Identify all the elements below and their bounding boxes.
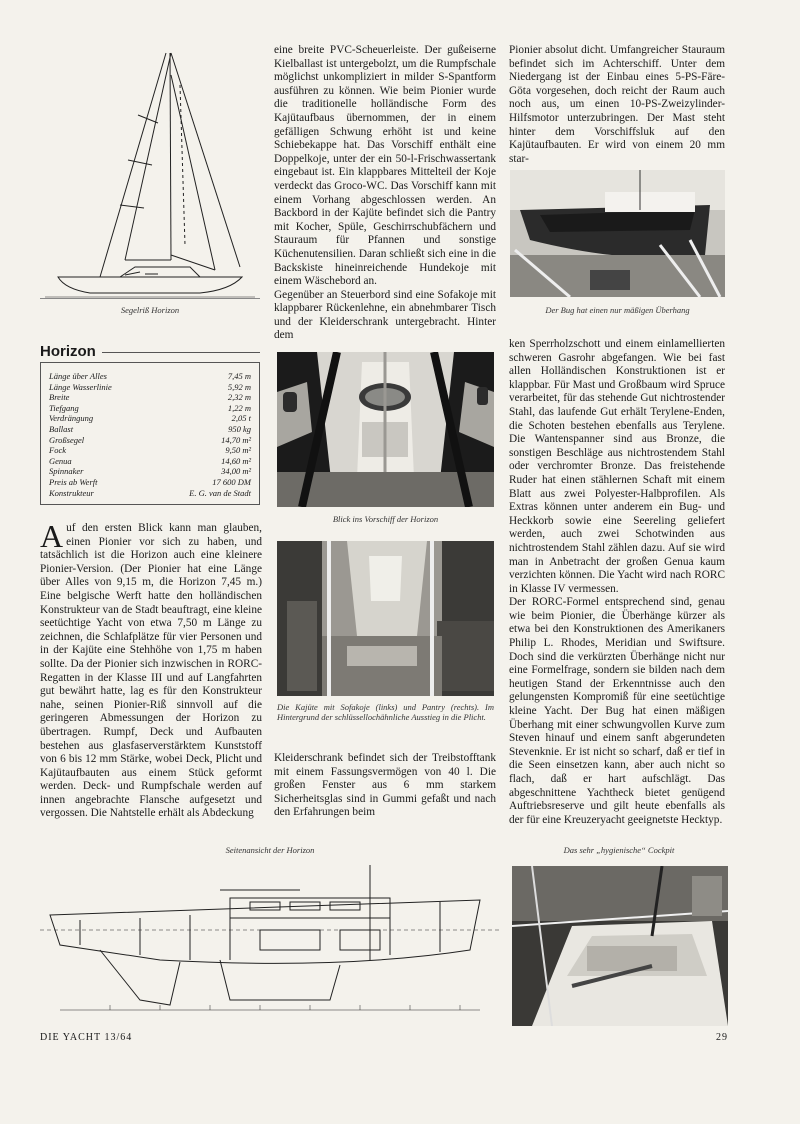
footer-page-number: 29 [716,1032,728,1043]
spec-label: Länge über Alles [49,371,107,381]
photo-bow-caption: Der Bug hat einen nur mäßigen Überhang [545,305,690,315]
photo-cockpit [512,866,728,1026]
column-1-body: uf den ersten Blick kann man glauben, einen Pionier vor sich zu haben, und tatsächlich ist die Horizon auch eine kleinere Pionier-Version. (Der Pionier hat eine Länge über Alles von 9,15 m, die Horizon 7,45 m.) Eine belgische Werft hatte den holländischen Konstrukteur van de Stadt beauftragt, eine kleine seetüchtige Yacht von etwa 7,50 m Länge zu zeichnen, die Schlafplätze für vier Personen und in der Kajüte eine Stehhöhe von 1,75 m haben sollte. Da der Pionier sich inzwischen in RORC-Regatten in der Klasse III und auf Langfahrten gut bewährt hatte, lag es für den Konstrukteur nahe, seinen Pionier-Riß sinnvoll auf die geringeren Abmessungen der Horizon zu übertragen. Rumpf, Deck und Aufbauten bestehen aus glasfaserverstärktem Kunststoff von 6 bis 12 mm Stärke, wobei Deck, Plicht und Kajütaufbauten aus einem Stück geformt werden. Deck- und Rumpfschale werden auf innen angebrachte Flansche aufgesetzt und vergossen. Die Nahtstelle erhält als Abdeckung [40,522,262,820]
spec-table [40,343,260,505]
spec-value: 2,32 m [227,392,251,403]
sail-plan-drawing [40,45,260,300]
spec-value: E. G. van de Stadt [189,487,251,498]
spec-label: Spinnaker [49,466,84,477]
photo-forward-cabin [277,352,494,507]
spec-row [49,382,251,393]
spec-row [49,456,251,467]
footer-publication: DIE YACHT 13/64 [40,1032,133,1043]
spec-value: 34,00 m² [221,466,251,477]
article-column-2-top [274,44,496,343]
spec-row [49,477,251,488]
spec-row [49,466,251,477]
column-3-paragraph-2: ken Sperrholzschott und einem einlamellierten schweren Gasrohr abgefangen. Wie bei fast allen Holländischen Konstruktionen ist er klappbar. Für Mast und Großbaum wird Spruce verarbeitet, für das stehende Gut nichtrostender Stahl, das laufende Gut erhält Terylene-Enden, die Schoten bestehen ebenfalls aus Terylene. Die Wantenspanner sind aus Bronze, die sonstigen Beschläge aus nichtrostendem Stahl oder verchromter Bronze. Das freistehende Ruder hat einen stählernen Schaft mit einem Blatt aus zwei Polyester-Halbprofilen. Als Extras können unter anderem ein Bug- und Heckkorb sowie eine Seereling geliefert werden, auch zwei Schotwinden aus nichtrostendem Stahl zählen dazu. Auf sie wird man in Anbetracht der großen Genua kaum verzichten können. Die Yacht wird nach RORC in Klasse IV vermessen. [509,338,725,595]
spec-row [49,403,251,414]
spec-value: 14,60 m² [221,455,251,466]
sail-plan-caption: Segelriß Horizon [120,305,180,315]
spec-label: Preis ab Werft [49,476,98,487]
caption-rule [40,298,260,299]
spec-header [40,343,260,360]
spec-value: 2,05 t [231,413,251,424]
spec-title-rule [102,352,260,353]
side-view-drawing [40,860,500,1020]
spec-label: Genua [49,455,72,466]
photo-cabin [277,541,494,696]
spec-row [49,424,251,435]
article-column-2-bottom [274,752,496,820]
spec-label: Breite [49,392,70,403]
spec-value: 5,92 m [227,381,251,392]
spec-row [49,435,251,446]
sideview-caption: Seitenansicht der Horizon [225,845,315,855]
photo-bow [510,170,725,297]
drop-cap: A [40,518,64,554]
spec-label: Länge Wasserlinie [49,381,112,392]
column-3-paragraph-3: Der RORC-Formel entsprechend sind, genau wie beim Pionier, die Überhänge kürzer als etwa bei den Konstruktionen des Amerikaners Philip L. Rhodes, Meridian und Swiftsure. Doch sind die verkürzten Überhänge nicht nur eine Formelfrage, sondern sie bilden nach dem heutigen Stand der Erkenntnisse auch den gelungensten Kompromiß für eine seetüchtige kleine Yacht. Der Bug hat einen mäßigen Überhang mit einer schwungvollen Kurve zum Steven hinauf und einem sanft abgerundeten Stevenknie. Er ist nicht so scharf, daß er tief in die Seen einsetzen kann, aber auch nicht so flach, daß er hart aufschlägt. Das abgeschnittene Yachtheck bietet genügend Auftriebsreserve und gilt heute ebenfalls als der für eine Kreuzeryacht geeignetste Hecktyp. [509,596,725,826]
spec-rows [40,362,260,505]
spec-value: 17 600 DM [212,476,251,487]
spec-value: 7,45 m [227,371,251,381]
spec-label: Konstrukteur [49,487,94,498]
spec-value: 14,70 m² [221,434,251,445]
spec-title: Horizon [40,343,96,360]
spec-value: 9,50 m² [225,445,251,456]
spec-label: Großsegel [49,434,85,445]
spec-row [49,413,251,424]
spec-row [49,445,251,456]
spec-row [49,371,251,382]
article-column-1 [40,518,262,821]
spec-row [49,392,251,403]
spec-label: Tiefgang [49,402,79,413]
article-column-3-bottom [509,338,725,827]
photo-forward-caption: Blick ins Vorschiff der Horizon [332,514,439,524]
spec-label: Fock [49,445,66,456]
column-2-paragraph-1: eine breite PVC-Scheuerleiste. Der gußeiserne Kielballast ist untergebolzt, um die Rumpfschale möglichst unkompliziert in milder S-Spantform ausführen zu können. Wie beim Pionier wurde die traditionelle holländische Form des Kajütaufbaus übernommen, der in einem gefälligen Schwung erhöht ist und keine Schiebekappe hat. Das Vorschiff enthält eine Doppelkoje, unter der ein 50-l-Frischwassertank eingebaut ist. Ein klappbares Mittelteil der Koje verdeckt das Groco-WC. Das Vorschiff kann mit einem Vorhang abgeschlossen werden. An Backbord in der Kajüte befindet sich die Pantry mit Kocher, Spüle, Geschirrschubfächern und Stauraum für Pfannen und sonstige Küchenutensilien. Daran schließt sich eine in die Backskiste hineinreichende Hundekoje mit einem Wäschebord an. [274,44,496,288]
spec-label: Ballast [49,423,74,434]
column-2-bottom-paragraph: Kleiderschrank befindet sich der Treibstofftank mit einem Fassungsvermögen von 40 l. Die großen Fenster aus 6 mm starkem Sicherheitsglas sind in Gummi gefaßt und nach den Erfahrungen beim [274,752,496,819]
column-2-paragraph-2: Gegenüber an Steuerbord sind eine Sofakoje mit klappbarer Rückenlehne, ein abnehmbarer Tisch und der Kleiderschrank untergebracht. Hinter dem [274,288,496,342]
article-column-3-top [509,44,725,166]
spec-row [49,488,251,499]
spec-value: 950 kg [228,423,251,434]
photo-cabin-caption: Die Kajüte mit Sofakoje (links) und Pantry (rechts). Im Hintergrund der schlüssellochähnliche Ausstieg in die Plicht. [277,702,494,722]
column-3-paragraph-1: Pionier absolut dicht. Umfangreicher Stauraum befindet sich im Achterschiff. Unter dem Niedergang ist der Einbau eines 5-PS-Färe-Göta vorgesehen, doch reicht der Raum auch noch aus, um einen 10-PS-Zweizylinder-Hilfsmotor unterzubringen. Der Mast steht hinter dem Vorschiffsluk auf den Kajütaufbauten. Er wird von einem 20 mm star- [509,44,725,165]
cockpit-caption: Das sehr „hygienische“ Cockpit [563,845,675,855]
spec-label: Verdrängung [49,413,94,424]
spec-value: 1,22 m [227,402,251,413]
